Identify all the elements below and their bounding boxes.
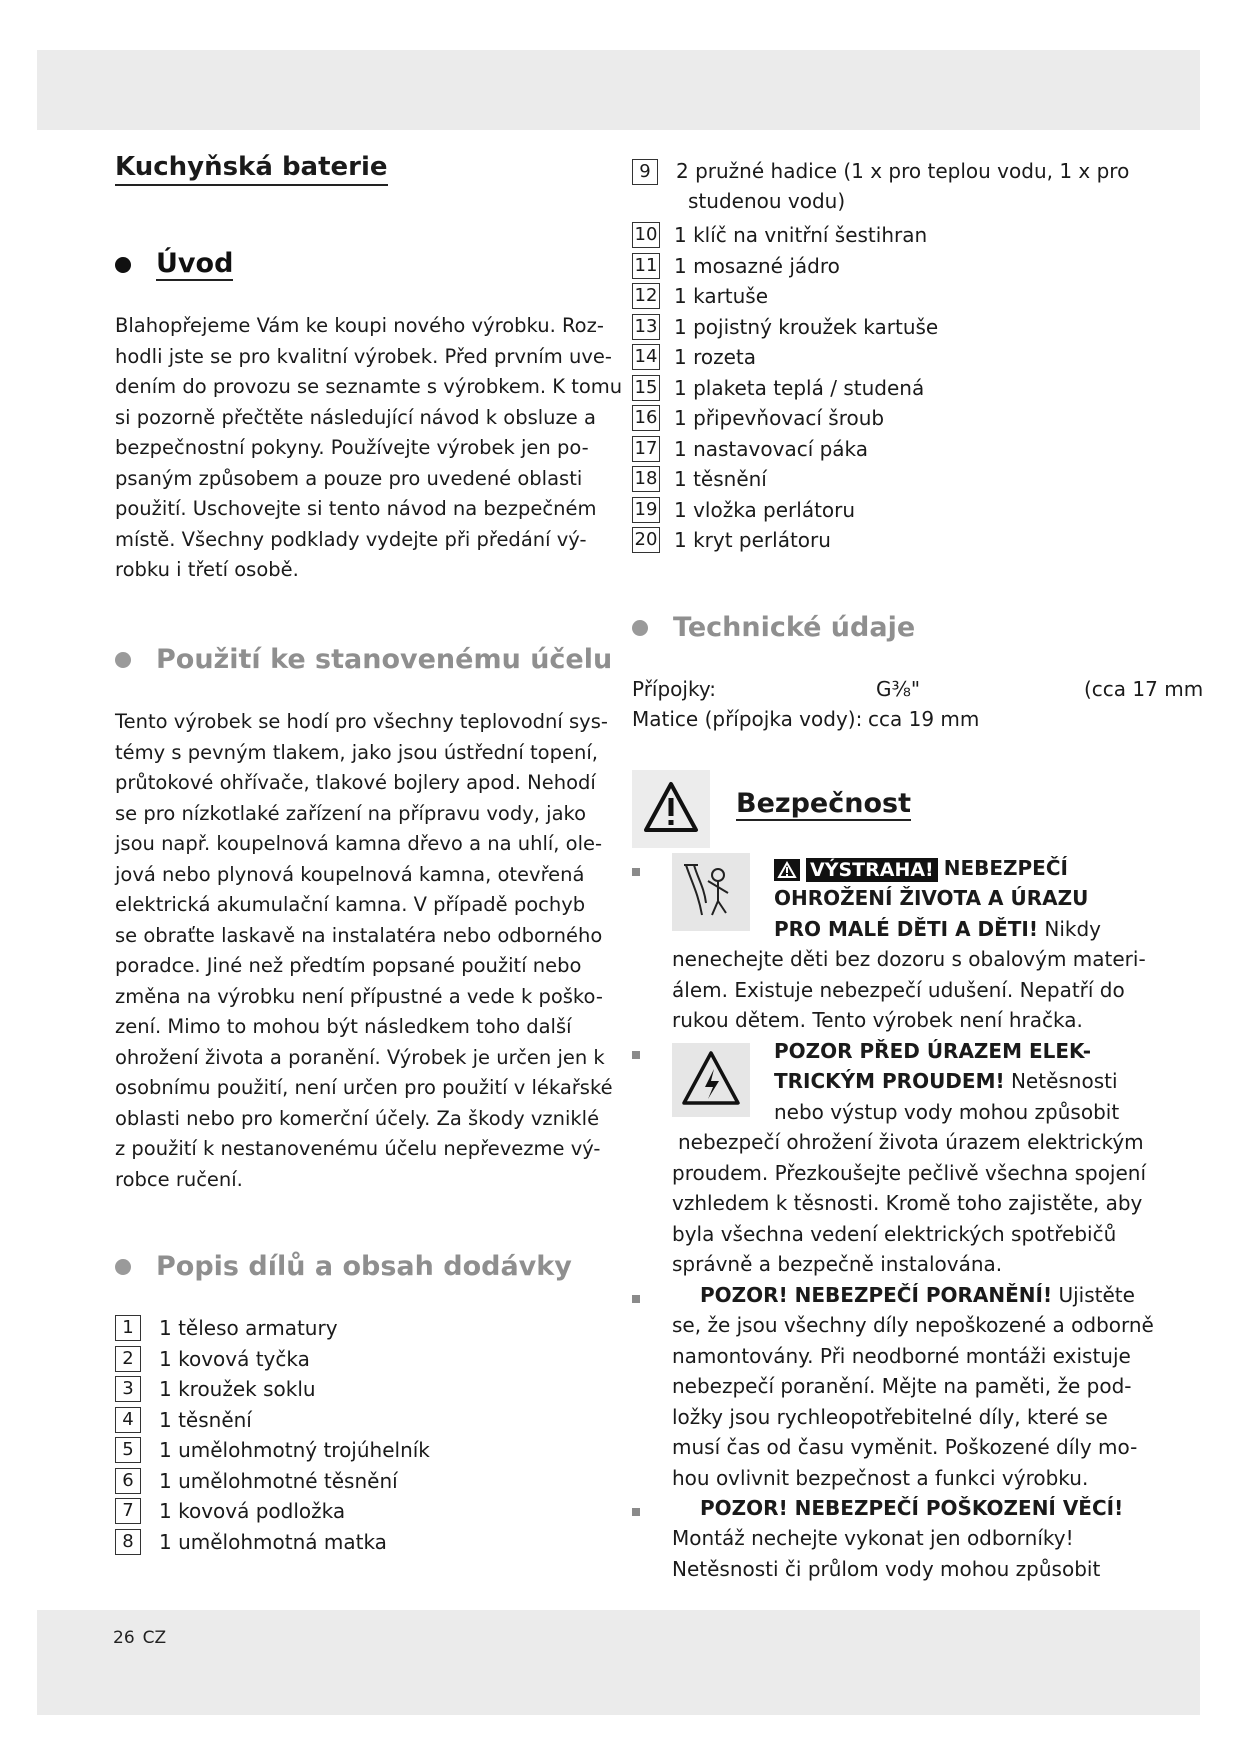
text-line: se, že jsou všechny díly nepoškozené a odborně	[672, 1313, 1154, 1337]
warning4-bold: POZOR! NEBEZPEČÍ POŠKOZENÍ VĚCÍ!	[700, 1496, 1124, 1520]
list-item	[632, 373, 1129, 404]
text-line: místě. Všechny podklady vydejte při předání vý-	[115, 527, 587, 551]
text-line: nenechejte děti bez dozoru s obalovým materi-	[672, 947, 1146, 971]
tech-row-connections	[632, 674, 1204, 704]
part-number: 18	[632, 466, 660, 492]
warning4-body	[672, 1523, 1100, 1584]
text-line: se pro nízkotlaké zařízení na přípravu vody, jako	[115, 801, 587, 825]
text-line: bezpečnostní pokyny. Používejte výrobek jen po-	[115, 436, 589, 459]
footer-band	[37, 1610, 1200, 1715]
warning3-header	[700, 1280, 1135, 1311]
bullet-dot	[115, 257, 131, 273]
text-line: nebezpečí poranění. Mějte na paměti, že pod-	[672, 1374, 1132, 1398]
warning-badge-triangle-icon	[774, 859, 800, 881]
list-item	[115, 1496, 430, 1527]
warning1-bold: PRO MALÉ DĚTI A DĚTI!	[774, 917, 1038, 941]
part-number: 19	[632, 497, 660, 523]
part-label: 1 těsnění	[674, 467, 767, 492]
part-number: 4	[115, 1407, 141, 1433]
part-label: 1 plaketa teplá / studená	[674, 375, 925, 400]
list-item	[632, 312, 1129, 343]
part-label: 1 klíč na vnitřní šestihran	[674, 223, 928, 248]
text-line: proudem. Přezkoušejte pečlivě všechna spojení	[672, 1160, 1147, 1185]
bullet-dot	[115, 652, 131, 668]
text-line: namontovány. Při neodborné montáži existuje	[672, 1343, 1131, 1368]
warning-badge	[774, 858, 944, 882]
text-line: álem. Existuje nebezpečí udušení. Nepatří do	[672, 977, 1125, 1002]
list-item	[115, 1313, 430, 1344]
text-line: Blahopřejeme Vám ke koupi nového výrobku. Roz-	[115, 314, 604, 337]
text-line: jová nebo plynová koupelnová kamna, otevřená	[115, 862, 585, 886]
text-line: témy s pevným tlakem, jako jsou ústřední topení,	[115, 740, 598, 764]
parts-list-left	[115, 1313, 430, 1557]
warning2-header-line2	[774, 1066, 1118, 1097]
part-number: 1	[115, 1315, 141, 1341]
text-line: použití. Uschovejte si tento návod na bezpečném	[115, 497, 597, 520]
bullet-dot	[115, 1259, 131, 1275]
list-bullet-square	[632, 1295, 640, 1303]
part-label: 1 umělohmotné těsnění	[159, 1468, 398, 1493]
part-number: 11	[632, 253, 660, 279]
part-number: 15	[632, 375, 660, 401]
intended-use-paragraph	[115, 707, 613, 1195]
warning2-bold: TRICKÝM PROUDEM!	[774, 1069, 1005, 1093]
list-item	[115, 1466, 430, 1497]
page-footer	[113, 1628, 166, 1648]
list-item	[632, 495, 1129, 526]
list-item	[115, 1435, 430, 1466]
warning1-bold: OHROŽENÍ ŽIVOTA A ÚRAZU	[774, 886, 1089, 910]
part-label: 1 kryt perlátoru	[674, 528, 831, 553]
text-line: se obraťte laskavě na instalatéra nebo odborného	[115, 923, 603, 947]
text-line: psaným způsobem a pouze pro uvedené oblasti	[115, 466, 583, 490]
text-line: robce ručení.	[115, 1167, 243, 1191]
list-bullet-square	[632, 868, 640, 876]
warning2-bold: POZOR PŘED ÚRAZEM ELEK-	[774, 1039, 1092, 1063]
text-line: hodli jste se pro kvalitní výrobek. Před prvním uve-	[115, 344, 612, 368]
text-line: Netěsnosti či průlom vody mohou způsobit	[672, 1556, 1101, 1581]
text-line: hou ovlivnit bezpečnost a funkci výrobku.	[672, 1465, 1089, 1490]
part-label: 1 kroužek soklu	[159, 1377, 316, 1402]
part-label: 1 pojistný kroužek kartuše	[674, 314, 939, 339]
part-label: 1 těsnění	[159, 1407, 252, 1432]
text-line: Tento výrobek se hodí pro všechny teplovodní sys-	[115, 710, 608, 733]
bullet-dot	[632, 620, 648, 636]
list-item	[632, 464, 1129, 495]
text-line: rukou dětem. Tento výrobek není hračka.	[672, 1008, 1083, 1032]
text-line: ložky jsou rychleopotřebitelné díly, které se	[672, 1404, 1108, 1429]
part-label: 1 kovová podložka	[159, 1499, 346, 1524]
part-number: 6	[115, 1468, 141, 1494]
part-label: 2 pružné hadice (1 x pro teplou vodu, 1 x pro	[676, 159, 1130, 183]
part-label: 1 nastavovací páka	[674, 436, 869, 461]
safety-warning-icon-box	[632, 770, 710, 848]
list-item	[632, 251, 1129, 282]
list-item	[632, 342, 1129, 373]
part-number: 3	[115, 1376, 141, 1402]
text-line: osobnímu použití, není určen pro použití v lékařské	[115, 1076, 613, 1099]
list-item	[632, 220, 1129, 251]
warning1-header-line1	[774, 853, 1068, 884]
intended-use-heading-text: Použití ke stanovenému účelu	[156, 644, 613, 675]
part-label: 1 kovová tyčka	[159, 1346, 310, 1371]
text-line: průtokové ohřívače, tlakové bojlery apod. Nehodí	[115, 771, 596, 794]
list-item	[632, 281, 1129, 312]
warning2-line3: nebo výstup vody mohou způsobit	[774, 1100, 1120, 1124]
part-label: 1 mosazné jádro	[674, 253, 840, 278]
tech-extra: (cca 17 mm	[1084, 677, 1204, 701]
warning-badge-label: VÝSTRAHA!	[806, 858, 938, 882]
tech-row-nut	[632, 704, 1197, 734]
list-item	[632, 525, 1129, 556]
technical-heading	[632, 612, 915, 643]
part-label: 1 vložka perlátoru	[674, 497, 856, 522]
part-label: 1 kartuše	[674, 284, 769, 309]
warning2-inline-text: Netěsnosti	[1010, 1069, 1118, 1093]
technical-data	[632, 674, 1204, 734]
part-number: 5	[115, 1437, 141, 1463]
list-item	[115, 1527, 430, 1558]
text-line: nebezpečí ohrožení života úrazem elektrickým	[678, 1130, 1144, 1154]
child-safety-pictogram	[672, 853, 750, 931]
parts-heading	[115, 1251, 572, 1282]
part-number: 20	[632, 527, 660, 553]
part-label: 1 připevňovací šroub	[674, 406, 885, 431]
safety-heading: Bezpečnost	[736, 788, 911, 819]
part-number: 9	[632, 159, 658, 185]
part-number: 8	[115, 1529, 141, 1555]
text-line: jsou např. koupelnová kamna dřevo a na uhlí, ole-	[115, 832, 603, 855]
text-line: robku i třetí osobě.	[115, 558, 299, 581]
text-line: vzhledem k těsnosti. Kromě toho zajistěte, aby	[672, 1191, 1143, 1215]
part-label: 1 těleso armatury	[159, 1316, 338, 1341]
electric-hazard-pictogram	[672, 1043, 750, 1117]
list-item	[115, 1344, 430, 1375]
text-line: správně a bezpečně instalována.	[672, 1252, 1003, 1276]
header-band	[37, 50, 1200, 130]
warning3-bold: POZOR! NEBEZPEČÍ PORANĚNÍ!	[700, 1283, 1053, 1307]
warning2-body	[672, 1127, 1146, 1280]
text-line: ohrožení života a poranění. Výrobek je určen jen k	[115, 1045, 605, 1069]
text-line: dením do provozu se seznamte s výrobkem. K tomu	[115, 375, 623, 398]
list-item	[115, 1405, 430, 1436]
text-line: z použití k nestanovenému účelu nepřevezme vý-	[115, 1137, 601, 1160]
intro-heading-text: Úvod	[156, 248, 234, 279]
parts-list-right	[632, 159, 1129, 556]
part-label: 1 umělohmotný trojúhelník	[159, 1438, 430, 1463]
part-number: 13	[632, 314, 660, 340]
part-number: 17	[632, 436, 660, 462]
part-number: 2	[115, 1346, 141, 1372]
text-line: musí čas od času vyměnit. Poškozené díly mo-	[672, 1435, 1138, 1459]
text-line: byla všechna vedení elektrických spotřebičů	[672, 1221, 1117, 1246]
text-line: zení. Mimo to mohou být následkem toho další	[115, 1015, 572, 1038]
page-title: Kuchyňská baterie	[115, 152, 388, 186]
tech-value: G⅜"	[876, 677, 921, 701]
text-line: poradce. Jiné než předtím popsané použití nebo	[115, 954, 582, 977]
tech-value: cca 19 mm	[868, 707, 980, 731]
warning3-inline-text: Ujistěte	[1058, 1283, 1135, 1307]
intended-use-heading	[115, 644, 612, 675]
technical-heading-text: Technické údaje	[673, 612, 916, 643]
part-number: 7	[115, 1498, 141, 1524]
intro-heading	[115, 248, 233, 281]
list-item	[115, 1374, 430, 1405]
part-number: 16	[632, 405, 660, 431]
warning1-inline-text: Nikdy	[1044, 917, 1101, 941]
child-with-packaging-icon	[672, 853, 750, 931]
part-number: 14	[632, 344, 660, 370]
part-label: 1 umělohmotná matka	[159, 1529, 387, 1554]
list-item	[632, 403, 1129, 434]
text-line: si pozorně přečtěte následující návod k obsluze a	[115, 405, 596, 429]
page-number: 26	[113, 1628, 135, 1648]
text-line: změna na výrobku není přípustné a vede k poško-	[115, 984, 603, 1008]
language-code: CZ	[142, 1628, 167, 1648]
warning3-body	[672, 1310, 1154, 1493]
intro-paragraph	[115, 311, 623, 586]
tech-label: Matice (přípojka vody):	[632, 707, 863, 731]
part-label-continuation: studenou vodu)	[688, 189, 846, 213]
warning-triangle-icon	[632, 770, 710, 848]
warning1-header-line3	[774, 914, 1101, 945]
text-line: Montáž nechejte vykonat jen odborníky!	[672, 1526, 1074, 1550]
part-label: 1 rozeta	[674, 345, 757, 370]
parts-heading-text: Popis dílů a obsah dodávky	[156, 1251, 572, 1282]
warning1-bold: NEBEZPEČÍ	[943, 856, 1068, 880]
part-number: 10	[632, 222, 660, 248]
text-line: oblasti nebo pro komerční účely. Za škody vzniklé	[115, 1106, 600, 1130]
part-number: 12	[632, 283, 660, 309]
tech-label: Přípojky:	[632, 677, 716, 701]
high-voltage-icon	[672, 1043, 750, 1117]
list-item	[632, 159, 1129, 220]
list-bullet-square	[632, 1508, 640, 1516]
list-bullet-square	[632, 1051, 640, 1059]
warning1-body	[672, 944, 1146, 1036]
text-line: elektrická akumulační kamna. V případě pochyb	[115, 893, 586, 916]
list-item	[632, 434, 1129, 465]
